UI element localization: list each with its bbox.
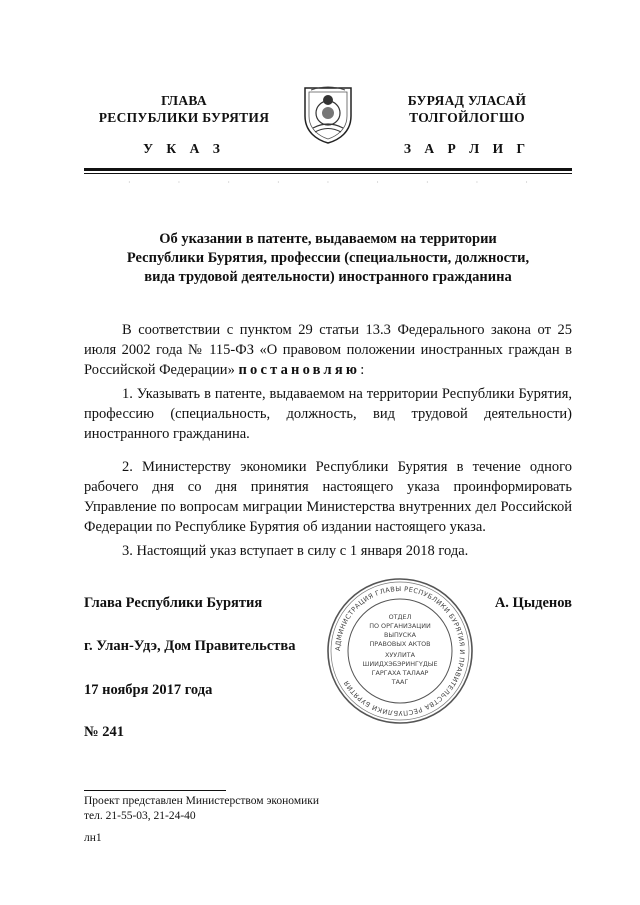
header-right-line1: БУРЯАД УЛАСАЙ	[407, 93, 527, 108]
stamp-inner-line: ТААГ	[391, 678, 409, 686]
stamp-inner-line: ВЫПУСКА	[383, 631, 417, 639]
item-1-paragraph: 1. Указывать в патенте, выдаваемом на территории Республики Бурятия, профессию (специальность, должность, вид трудовой деятельности) иностранного гражданина.	[84, 386, 572, 442]
decree-word: постановляю	[238, 362, 361, 378]
footer-rule	[84, 790, 226, 791]
stamp-inner-line: ОТДЕЛ	[388, 613, 412, 621]
stamp-inner-line: ПРАВОВЫХ АКТОВ	[369, 640, 431, 648]
stamp-inner-line: ГАРГАХА ТАЛААР	[371, 669, 429, 677]
title-line-3: вида трудовой деятельности) иностранного гражданина	[144, 269, 512, 285]
title-line-1: Об указании в патенте, выдаваемом на территории	[159, 231, 497, 247]
preamble-paragraph	[84, 320, 572, 380]
signatory-name: А. Цыденов	[494, 595, 572, 611]
footer-phones: тел. 21-55-03, 21-24-40	[84, 810, 196, 822]
official-stamp	[324, 575, 476, 727]
header-dotted-line: · · · · · · · · ·	[128, 178, 528, 187]
signing-place: г. Улан-Удэ, Дом Правительства	[84, 638, 296, 654]
header-right-org	[362, 92, 572, 126]
decree-title	[84, 230, 572, 287]
signing-date: 17 ноября 2017 года	[84, 682, 213, 698]
signatory-position: Глава Республики Бурятия	[84, 595, 263, 611]
footer-doc-code: лн1	[84, 832, 102, 844]
title-line-2: Республики Бурятия, профессии (специальности, должности,	[126, 250, 530, 266]
header-right-doc-type: З А Р Л И Г	[403, 141, 531, 156]
coat-of-arms-emblem	[301, 82, 355, 144]
decree-number: № 241	[84, 724, 124, 740]
header-right-line2: ТОЛГОЙЛОГШО	[409, 110, 525, 125]
header-left-doc-type: У К А З	[143, 141, 225, 156]
header-rule-thin	[84, 173, 572, 174]
header-left-org	[84, 92, 284, 126]
stamp-inner-line: ШИИДХЭБЭРИНГҮДЫЕ	[362, 660, 438, 668]
decree-colon: :	[360, 362, 365, 378]
stamp-ring-text: АДМИНИСТРАЦИЯ ГЛАВЫ РЕСПУБЛИКИ БУРЯТИЯ И ПРАВИТЕЛЬСТВА РЕСПУБЛИКИ БУРЯТИЯ	[333, 584, 467, 718]
header-left-line1: ГЛАВА	[161, 93, 207, 108]
header-left-line2: РЕСПУБЛИКИ БУРЯТИЯ	[98, 110, 270, 125]
stamp-inner-line: ХУУЛИТА	[384, 651, 416, 659]
footer-project-note: Проект представлен Министерством экономики	[84, 795, 320, 807]
item-3-paragraph: 3. Настоящий указ вступает в силу с 1 января 2018 года.	[122, 543, 469, 559]
preamble-text: В соответствии с пунктом 29 статьи 13.3 Федерального закона от 25 июля 2002 года № 115-ФЗ «О правовом положении иностранных граждан в Российской Федерации»	[84, 322, 572, 378]
stamp-inner-line: ПО ОРГАНИЗАЦИИ	[369, 622, 431, 630]
header-rule-thick	[84, 168, 572, 171]
item-2-paragraph: 2. Министерству экономики Республики Бурятия в течение одного рабочего дня со дня принятия настоящего указа проинформировать Управление по вопросам миграции Министерства внутренних дел Российской Федерации по Республике Бурятия об издании настоящего указа.	[84, 459, 572, 535]
